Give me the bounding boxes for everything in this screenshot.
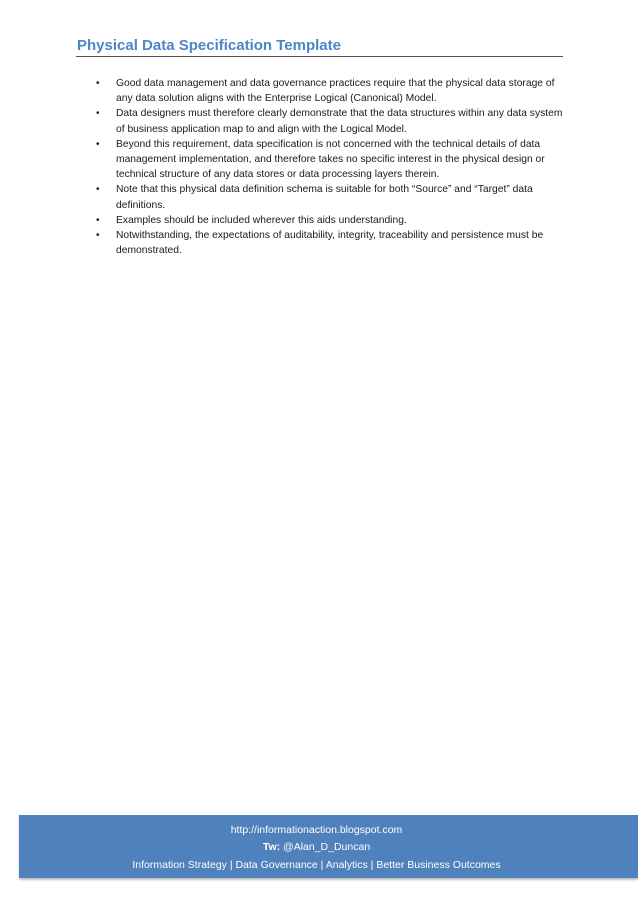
footer-tagline: Information Strategy | Data Governance | Analytics | Better Business Outcomes: [132, 859, 501, 871]
list-item: [96, 106, 566, 136]
bullet-icon: •: [96, 108, 100, 120]
footer-twitter: [7, 840, 626, 854]
bullet-icon: •: [96, 230, 100, 242]
bullet-icon: •: [96, 184, 100, 196]
bullet-text: Good data management and data governance practices require that the physical data storage of any data solution aligns with the Enterprise Logical (Canonical) Model.: [116, 78, 555, 105]
bullet-list: [96, 76, 566, 258]
title-divider: [76, 56, 563, 57]
list-item: [96, 182, 566, 212]
bullet-text: Data designers must therefore clearly demonstrate that the data structures within any data system of business application map to and align with the Logical Model.: [116, 108, 563, 135]
bullet-text: Note that this physical data definition schema is suitable for both “Source” and “Target” data definitions.: [116, 184, 533, 211]
bullet-icon: •: [96, 214, 100, 226]
twitter-handle-link[interactable]: @Alan_D_Duncan: [280, 841, 371, 853]
footer-url-link[interactable]: http://informationaction.blogspot.com: [230, 824, 403, 836]
bullet-text: Beyond this requirement, data specification is not concerned with the technical details of data management implementation, and therefore takes no specific interest in the physical design or technical structure of any data stores or data processing layers therein.: [116, 138, 545, 181]
page-title: Physical Data Specification Template: [77, 37, 341, 54]
list-item: [96, 213, 566, 228]
bullet-text: Notwithstanding, the expectations of auditability, integrity, traceability and persistence must be demonstrated.: [116, 230, 544, 257]
twitter-label: Tw:: [262, 841, 281, 853]
bullet-icon: •: [96, 138, 100, 150]
page-footer: [19, 815, 638, 878]
bullet-icon: •: [96, 78, 100, 89]
list-item: [96, 76, 566, 106]
list-item: [96, 228, 566, 258]
bullet-text: Examples should be included wherever this aids understanding.: [116, 214, 407, 226]
list-item: [96, 137, 566, 183]
